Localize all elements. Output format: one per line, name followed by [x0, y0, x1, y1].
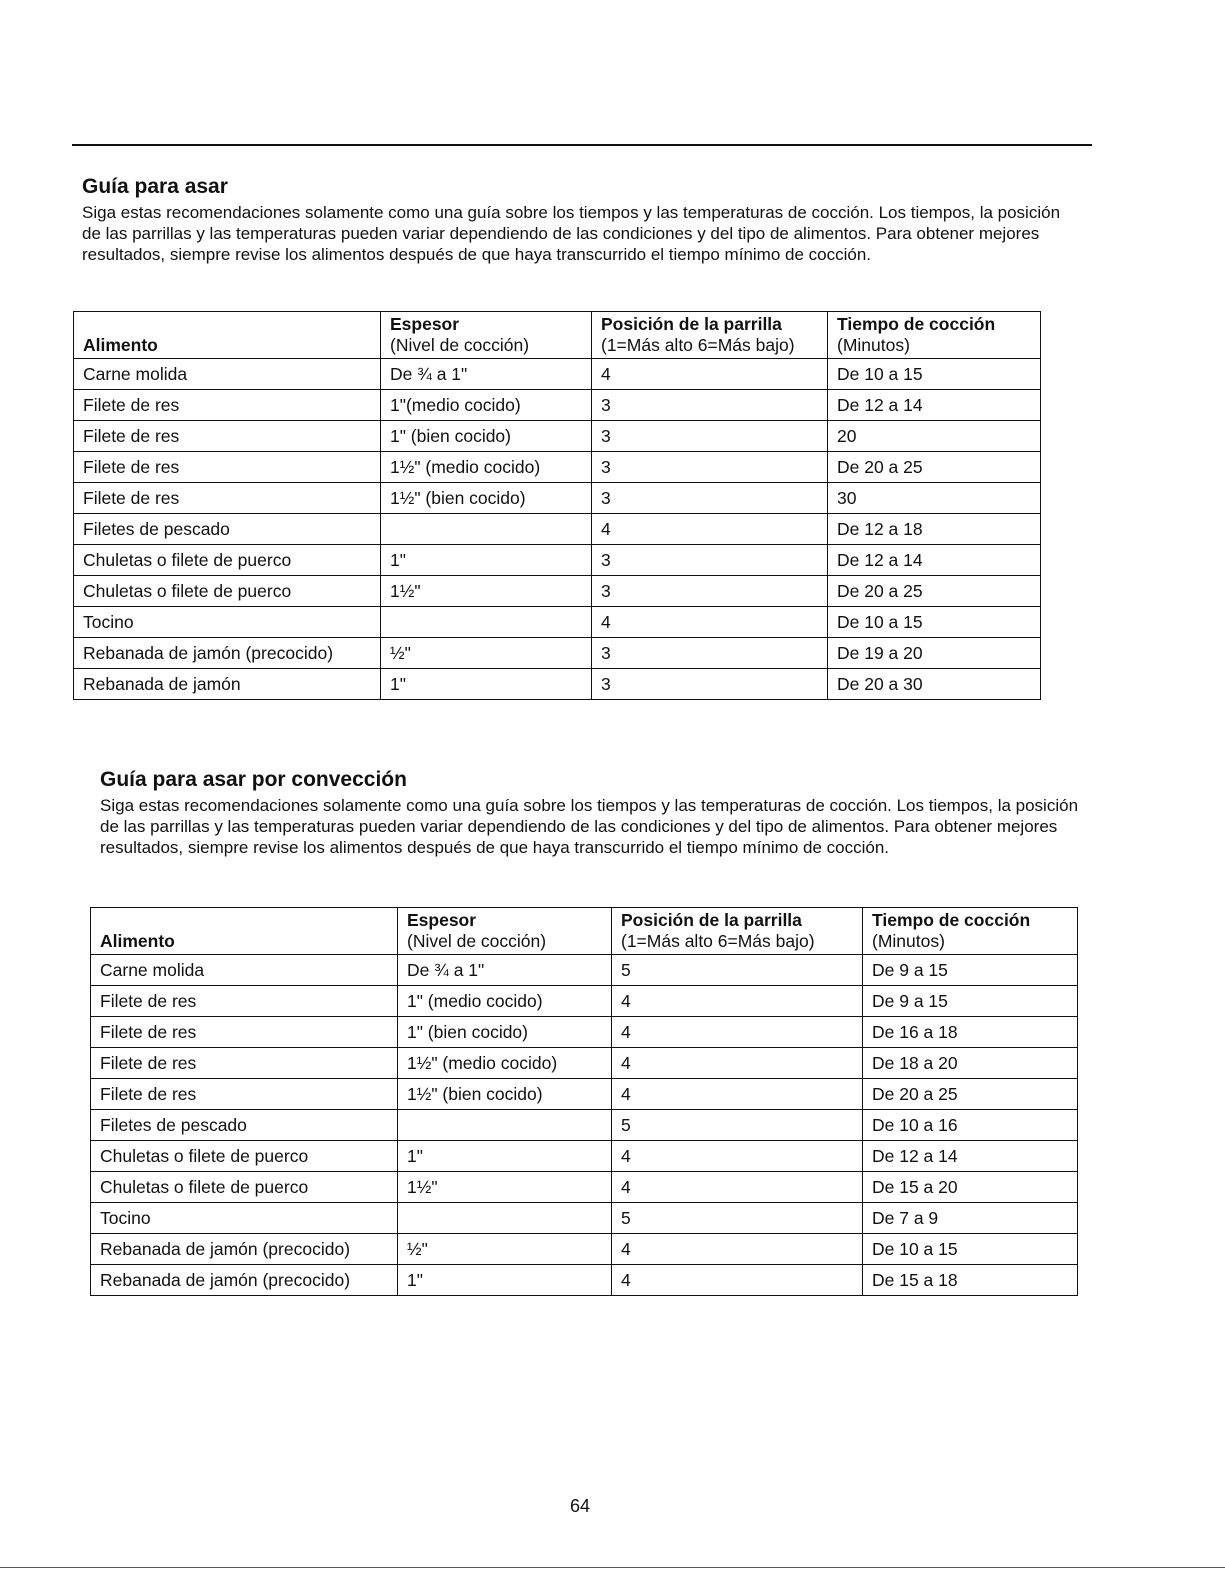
convection-broil-guide-table — [90, 907, 1078, 1296]
food-cell: Filete de res — [91, 986, 398, 1017]
convection-broil-guide-title: Guía para asar por convección — [100, 768, 407, 791]
food-cell: Filete de res — [74, 452, 381, 483]
cook-time-cell: De 10 a 15 — [828, 359, 1041, 390]
header-thickness — [381, 312, 592, 359]
table-row — [74, 607, 1041, 638]
thickness-cell — [398, 1110, 612, 1141]
table-header-row — [91, 908, 1078, 955]
table-row — [91, 1110, 1078, 1141]
thickness-cell: 1" (bien cocido) — [381, 421, 592, 452]
cook-time-cell: De 20 a 25 — [828, 452, 1041, 483]
header-time-sub: (Minutos) — [837, 335, 910, 355]
header-food — [74, 312, 381, 359]
rack-position-cell: 4 — [592, 359, 828, 390]
rack-position-cell: 4 — [592, 514, 828, 545]
rack-position-cell: 3 — [592, 390, 828, 421]
header-rack-label: Posición de la parrilla — [601, 314, 782, 334]
table-row — [91, 1234, 1078, 1265]
table-row — [91, 986, 1078, 1017]
header-rack-label: Posición de la parrilla — [621, 910, 802, 930]
cook-time-cell: De 10 a 16 — [863, 1110, 1078, 1141]
thickness-cell — [398, 1203, 612, 1234]
header-time-sub: (Minutos) — [872, 931, 945, 951]
cook-time-cell: De 12 a 14 — [863, 1141, 1078, 1172]
food-cell: Filetes de pescado — [91, 1110, 398, 1141]
rack-position-cell: 4 — [612, 1234, 863, 1265]
table-row — [91, 1048, 1078, 1079]
header-time-label: Tiempo de cocción — [872, 910, 1031, 930]
rack-position-cell: 5 — [612, 1110, 863, 1141]
food-cell: Chuletas o filete de puerco — [74, 545, 381, 576]
cook-time-cell: De 7 a 9 — [863, 1203, 1078, 1234]
food-cell: Carne molida — [91, 955, 398, 986]
thickness-cell: 1½" (medio cocido) — [398, 1048, 612, 1079]
table-row — [74, 514, 1041, 545]
food-cell: Rebanada de jamón (precocido) — [74, 638, 381, 669]
food-cell: Filete de res — [91, 1048, 398, 1079]
table-row — [91, 1017, 1078, 1048]
table-row — [91, 1141, 1078, 1172]
broil-guide-title: Guía para asar — [82, 175, 228, 198]
rack-position-cell: 3 — [592, 638, 828, 669]
thickness-cell: 1" — [381, 669, 592, 700]
convection-broil-guide-intro: Siga estas recomendaciones solamente como una guía sobre los tiempos y las temperaturas de cocción. Los tiempos, la posición de las parrillas y las temperaturas pueden variar dependiendo de las condiciones y del tipo de alimentos. Para obtener mejores resultados, siempre revise los alimentos después de que haya transcurrido el tiempo mínimo de cocción. — [100, 796, 1079, 857]
cook-time-cell: De 15 a 20 — [863, 1172, 1078, 1203]
thickness-cell: 1½" — [398, 1172, 612, 1203]
food-cell: Rebanada de jamón (precocido) — [91, 1234, 398, 1265]
table-row — [91, 1265, 1078, 1296]
rack-position-cell: 3 — [592, 576, 828, 607]
rack-position-cell: 3 — [592, 483, 828, 514]
table-row — [91, 1172, 1078, 1203]
cook-time-cell: De 16 a 18 — [863, 1017, 1078, 1048]
rack-position-cell: 3 — [592, 421, 828, 452]
thickness-cell: 1½" (bien cocido) — [398, 1079, 612, 1110]
rack-position-cell: 4 — [612, 1141, 863, 1172]
rack-position-cell: 3 — [592, 669, 828, 700]
thickness-cell: 1½" (bien cocido) — [381, 483, 592, 514]
thickness-cell: De ¾ a 1" — [381, 359, 592, 390]
rack-position-cell: 4 — [612, 1265, 863, 1296]
thickness-cell: De ¾ a 1" — [398, 955, 612, 986]
cook-time-cell: De 10 a 15 — [863, 1234, 1078, 1265]
food-cell: Filete de res — [74, 421, 381, 452]
food-cell: Tocino — [74, 607, 381, 638]
table-row — [74, 545, 1041, 576]
header-thickness-sub: (Nivel de cocción) — [390, 335, 530, 355]
cook-time-cell: De 18 a 20 — [863, 1048, 1078, 1079]
cook-time-cell: De 12 a 18 — [828, 514, 1041, 545]
thickness-cell: 1" (bien cocido) — [398, 1017, 612, 1048]
thickness-cell — [381, 607, 592, 638]
cook-time-cell: De 12 a 14 — [828, 390, 1041, 421]
header-time-label: Tiempo de cocción — [837, 314, 996, 334]
food-cell: Rebanada de jamón (precocido) — [91, 1265, 398, 1296]
rack-position-cell: 3 — [592, 452, 828, 483]
broil-guide-intro: Siga estas recomendaciones solamente como una guía sobre los tiempos y las temperaturas de cocción. Los tiempos, la posición de las parrillas y las temperaturas pueden variar dependiendo de las condiciones y del tipo de alimentos. Para obtener mejores resultados, siempre revise los alimentos después de que haya transcurrido el tiempo mínimo de cocción. — [82, 203, 1061, 264]
cook-time-cell: 20 — [828, 421, 1041, 452]
table-row — [91, 1079, 1078, 1110]
table-row — [74, 576, 1041, 607]
header-food-label: Alimento — [83, 335, 158, 355]
food-cell: Filete de res — [74, 390, 381, 421]
cook-time-cell: De 20 a 25 — [863, 1079, 1078, 1110]
rack-position-cell: 4 — [612, 1048, 863, 1079]
table-row — [74, 359, 1041, 390]
food-cell: Rebanada de jamón — [74, 669, 381, 700]
cook-time-cell: De 9 a 15 — [863, 986, 1078, 1017]
header-time — [863, 908, 1078, 955]
table-header-row — [74, 312, 1041, 359]
header-rack — [592, 312, 828, 359]
thickness-cell: ½" — [398, 1234, 612, 1265]
thickness-cell: 1" — [398, 1265, 612, 1296]
broil-guide-section — [82, 174, 1062, 265]
rack-position-cell: 5 — [612, 1203, 863, 1234]
cook-time-cell: De 12 a 14 — [828, 545, 1041, 576]
table-row — [74, 638, 1041, 669]
cook-time-cell: De 10 a 15 — [828, 607, 1041, 638]
thickness-cell: 1½" (medio cocido) — [381, 452, 592, 483]
thickness-cell: 1½" — [381, 576, 592, 607]
thickness-cell: ½" — [381, 638, 592, 669]
bottom-divider — [0, 1567, 1225, 1568]
header-thickness-sub: (Nivel de cocción) — [407, 931, 547, 951]
cook-time-cell: De 15 a 18 — [863, 1265, 1078, 1296]
header-thickness-label: Espesor — [407, 910, 477, 930]
cook-time-cell: De 20 a 30 — [828, 669, 1041, 700]
table-row — [91, 1203, 1078, 1234]
rack-position-cell: 3 — [592, 545, 828, 576]
header-rack — [612, 908, 863, 955]
header-rack-sub: (1=Más alto 6=Más bajo) — [621, 931, 815, 951]
rack-position-cell: 4 — [612, 1079, 863, 1110]
cook-time-cell: De 19 a 20 — [828, 638, 1041, 669]
rack-position-cell: 4 — [612, 1172, 863, 1203]
page-number: 64 — [569, 1496, 591, 1516]
rack-position-cell: 4 — [612, 986, 863, 1017]
broil-guide-table — [73, 311, 1041, 700]
thickness-cell: 1" — [381, 545, 592, 576]
table-row — [74, 452, 1041, 483]
cook-time-cell: 30 — [828, 483, 1041, 514]
food-cell: Filete de res — [91, 1079, 398, 1110]
header-food-label: Alimento — [100, 931, 175, 951]
header-thickness-label: Espesor — [390, 314, 460, 334]
thickness-cell: 1" (medio cocido) — [398, 986, 612, 1017]
header-food — [91, 908, 398, 955]
food-cell: Tocino — [91, 1203, 398, 1234]
top-divider — [72, 144, 1092, 146]
food-cell: Filetes de pescado — [74, 514, 381, 545]
cook-time-cell: De 20 a 25 — [828, 576, 1041, 607]
header-time — [828, 312, 1041, 359]
table-row — [74, 390, 1041, 421]
table-row — [74, 483, 1041, 514]
rack-position-cell: 5 — [612, 955, 863, 986]
thickness-cell: 1" — [398, 1141, 612, 1172]
table-row — [74, 421, 1041, 452]
table-row — [74, 669, 1041, 700]
food-cell: Carne molida — [74, 359, 381, 390]
table-row — [91, 955, 1078, 986]
thickness-cell — [381, 514, 592, 545]
rack-position-cell: 4 — [612, 1017, 863, 1048]
food-cell: Chuletas o filete de puerco — [91, 1141, 398, 1172]
thickness-cell: 1"(medio cocido) — [381, 390, 592, 421]
rack-position-cell: 4 — [592, 607, 828, 638]
cook-time-cell: De 9 a 15 — [863, 955, 1078, 986]
food-cell: Chuletas o filete de puerco — [74, 576, 381, 607]
food-cell: Chuletas o filete de puerco — [91, 1172, 398, 1203]
header-thickness — [398, 908, 612, 955]
convection-broil-guide-section — [100, 767, 1080, 858]
header-rack-sub: (1=Más alto 6=Más bajo) — [601, 335, 795, 355]
food-cell: Filete de res — [91, 1017, 398, 1048]
food-cell: Filete de res — [74, 483, 381, 514]
